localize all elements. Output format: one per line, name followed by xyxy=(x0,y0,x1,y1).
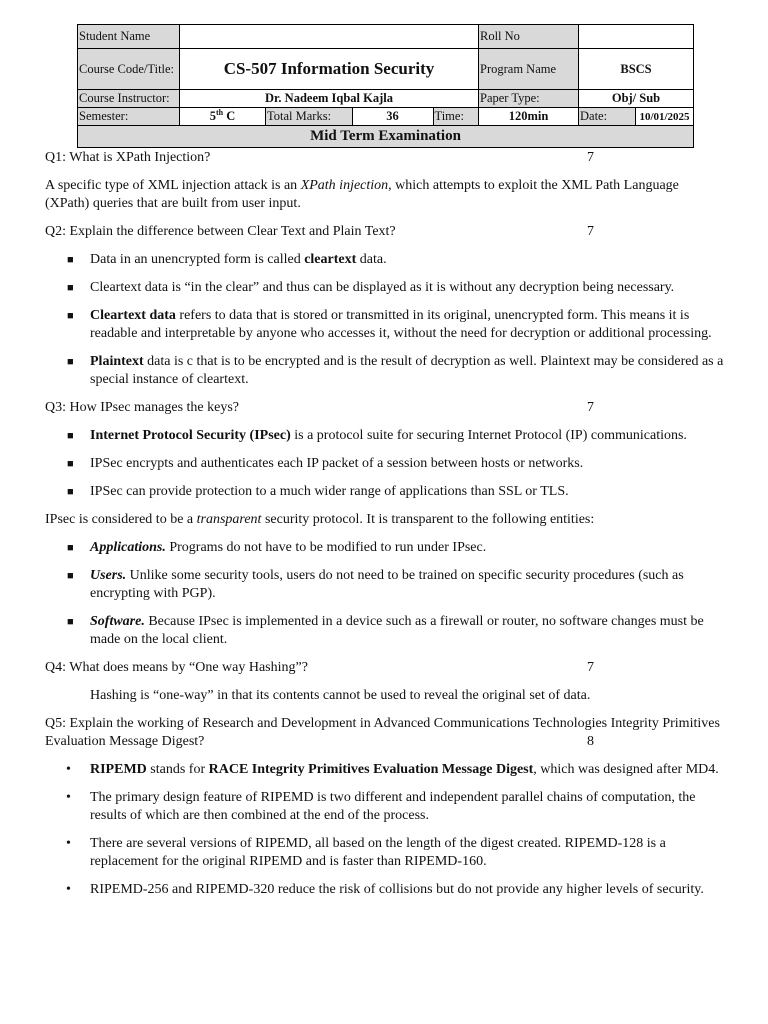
instructor-label: Course Instructor: xyxy=(78,90,180,108)
list-item xyxy=(45,613,725,649)
answer-text: A specific type of XML injection attack is an xyxy=(45,178,301,193)
paragraph-emphasis: transparent xyxy=(196,512,262,527)
question-3 xyxy=(45,399,725,417)
paper-type-value: Obj/ Sub xyxy=(579,90,694,108)
semester-value xyxy=(180,108,266,126)
question-1 xyxy=(45,149,725,167)
marks-split-cell xyxy=(266,108,479,126)
answer-4: Hashing is “one-way” in that its contents cannot be used to reveal the original set of data. xyxy=(90,688,591,703)
list-item xyxy=(45,251,725,269)
square-bullet-icon: ■ xyxy=(67,356,74,368)
item-text: is a protocol suite for securing Internet Protocol (IP) communications. xyxy=(290,428,687,443)
course-title: CS-507 Information Security xyxy=(180,49,479,90)
course-code-label: Course Code/Title: xyxy=(78,49,180,90)
round-bullet-icon: • xyxy=(66,882,71,897)
item-text: data. xyxy=(356,252,387,267)
total-marks-label: Total Marks: xyxy=(266,108,352,125)
question-marks: 7 xyxy=(587,660,594,675)
answer-3-list xyxy=(45,427,725,501)
list-item xyxy=(45,279,725,297)
square-bullet-icon: ■ xyxy=(67,310,74,322)
semester-ordinal: th xyxy=(215,108,224,118)
square-bullet-icon: ■ xyxy=(67,570,74,582)
item-text: Unlike some security tools, users do not need to be trained on specific security procedures (such as encrypting with PGP). xyxy=(90,568,684,601)
question-text: Q1: What is XPath Injection? xyxy=(45,150,211,165)
date-value: 10/01/2025 xyxy=(636,108,694,126)
paragraph-text: IPsec is considered to be a xyxy=(45,512,197,527)
item-text: RIPEMD-256 and RIPEMD-320 reduce the risk of collisions but do not provide any higher levels of security. xyxy=(90,882,704,897)
exam-content xyxy=(45,149,725,909)
item-text: The primary design feature of RIPEMD is two different and independent parallel chains of computation, the results of which are then combined at the end of the process. xyxy=(90,790,696,823)
square-bullet-icon: ■ xyxy=(67,254,74,266)
answer-2-list xyxy=(45,251,725,389)
list-item xyxy=(45,835,725,871)
list-item xyxy=(45,761,725,779)
semester-label: Semester: xyxy=(78,108,180,126)
square-bullet-icon: ■ xyxy=(67,430,74,442)
square-bullet-icon: ■ xyxy=(67,542,74,554)
marks-subtable xyxy=(266,108,479,125)
item-bold: Users. xyxy=(90,568,127,583)
question-text: Q5: Explain the working of Research and Development in Advanced Communications Technologies Integrity Primitives Evaluation Message Digest? xyxy=(45,716,720,749)
item-bold: RIPEMD xyxy=(90,762,147,777)
time-value: 120min xyxy=(479,108,579,126)
item-text: Programs do not have to be modified to run under IPsec. xyxy=(165,540,487,555)
question-4 xyxy=(45,659,725,677)
item-text: stands for xyxy=(146,762,209,777)
paragraph-text: security protocol. It is transparent to the following entities: xyxy=(261,512,595,527)
question-text: Q2: Explain the difference between Clear Text and Plain Text? xyxy=(45,224,396,239)
item-text: Cleartext data is “in the clear” and thus can be displayed as it is without any decryption being necessary. xyxy=(90,280,675,295)
item-text: Data in an unencrypted form is called xyxy=(90,252,305,267)
list-item xyxy=(45,539,725,557)
exam-title: Mid Term Examination xyxy=(78,126,694,148)
list-item xyxy=(45,427,725,445)
question-marks: 7 xyxy=(587,224,594,239)
answer-3-paragraph xyxy=(45,511,725,529)
list-item xyxy=(45,307,725,343)
semester-section: C xyxy=(223,109,236,124)
answer-1 xyxy=(45,177,725,213)
question-marks: 7 xyxy=(587,400,594,415)
date-label: Date: xyxy=(579,108,636,126)
list-item xyxy=(45,567,725,603)
question-marks: 8 xyxy=(587,734,594,749)
item-bold: Plaintext xyxy=(90,354,144,369)
round-bullet-icon: • xyxy=(66,762,71,777)
list-item xyxy=(45,881,725,899)
list-item xyxy=(45,789,725,825)
question-marks: 7 xyxy=(587,150,594,165)
item-text: IPSec can provide protection to a much wider range of applications than SSL or TLS. xyxy=(90,484,569,499)
total-marks-value: 36 xyxy=(352,108,433,125)
item-bold: RACE Integrity Primitives Evaluation Message Digest xyxy=(208,762,534,777)
answer-emphasis: XPath injection xyxy=(300,178,389,193)
list-item xyxy=(45,483,725,501)
item-text: There are several versions of RIPEMD, all based on the length of the digest created. RIPEMD-128 is a replacement for the original RIPEMD and is faster than RIPEMD-160. xyxy=(90,836,666,869)
instructor-value: Dr. Nadeem Iqbal Kajla xyxy=(180,90,479,108)
list-item xyxy=(45,455,725,473)
answer-3-entities-list xyxy=(45,539,725,649)
list-item xyxy=(45,353,725,389)
question-text: Q4: What does means by “One way Hashing”? xyxy=(45,660,308,675)
square-bullet-icon: ■ xyxy=(67,486,74,498)
square-bullet-icon: ■ xyxy=(67,458,74,470)
item-text: , which was designed after MD4. xyxy=(533,762,719,777)
question-5 xyxy=(45,715,725,751)
item-text: IPSec encrypts and authenticates each IP packet of a session between hosts or networks. xyxy=(90,456,584,471)
question-2 xyxy=(45,223,725,241)
item-bold: Applications. xyxy=(90,540,166,555)
time-label: Time: xyxy=(433,108,479,125)
item-text: refers to data that is stored or transmitted in its original, unencrypted form. This means it is readable and interpretable by anyone who accesses it, without the need for decryption or additional processing. xyxy=(90,308,712,341)
program-name-value: BSCS xyxy=(579,49,694,90)
item-text: Because IPsec is implemented in a device such as a firewall or router, no software changes must be made on the local client. xyxy=(90,614,704,647)
item-text: data is c that is to be encrypted and is the result of decryption as well. Plaintext may be considered as a special instance of cleartext. xyxy=(90,354,724,387)
square-bullet-icon: ■ xyxy=(67,282,74,294)
round-bullet-icon: • xyxy=(66,836,71,851)
roll-no-label: Roll No xyxy=(479,25,579,49)
question-text: Q3: How IPsec manages the keys? xyxy=(45,400,240,415)
answer-text: , which attempts to exploit the XML Path Language (XPath) queries that are built from user input. xyxy=(45,178,679,211)
student-name-field[interactable] xyxy=(180,25,479,49)
paper-type-label: Paper Type: xyxy=(479,90,579,108)
roll-no-field[interactable] xyxy=(579,25,694,49)
answer-5-list xyxy=(45,761,725,899)
item-bold: Software. xyxy=(90,614,145,629)
semester-number: 5 xyxy=(209,109,216,124)
student-name-label: Student Name xyxy=(78,25,180,49)
program-name-label: Program Name xyxy=(479,49,579,90)
exam-header-table xyxy=(77,24,694,148)
round-bullet-icon: • xyxy=(66,790,71,805)
square-bullet-icon: ■ xyxy=(67,616,74,628)
item-bold: Internet Protocol Security (IPsec) xyxy=(90,428,291,443)
item-bold: Cleartext data xyxy=(90,308,176,323)
item-bold: cleartext xyxy=(304,252,357,267)
